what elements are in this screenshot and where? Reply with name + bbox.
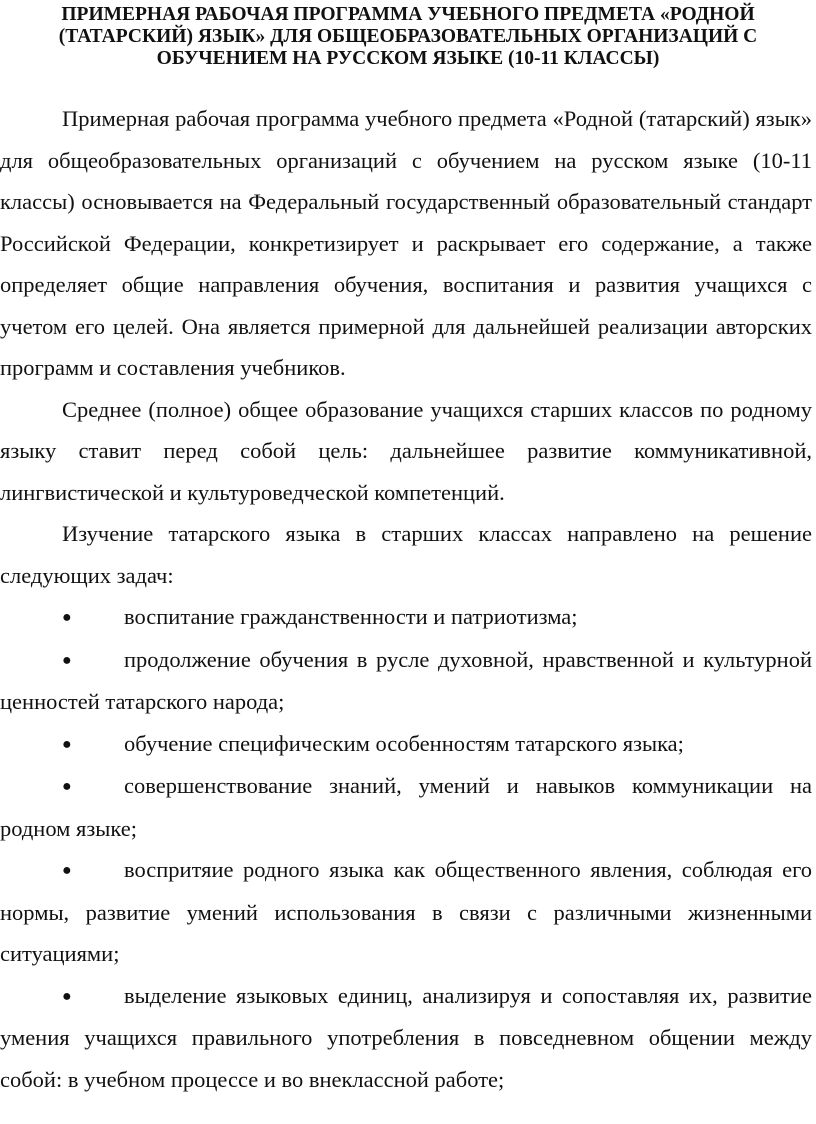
bullet-icon: ● [62, 651, 72, 669]
paragraph-intro: Примерная рабочая программа учебного предмета «Родной (татарский) язык» для общеобразовательных организаций с обучением на русском языке (10-11 классы) основывается на Федеральный государственный образовательный стандарт Российской Федерации, конкретизирует и раскрывает его содержание, а также определяет общие направления обучения, воспитания и развития учащихся с учетом его целей. Она является примерной для дальнейшей реализации авторских программ и составления учебников. [0, 106, 812, 380]
document-body [0, 98, 812, 1100]
paragraph-tasks-intro: Изучение татарского языка в старших классах направлено на решение следующих задач: [0, 521, 812, 588]
bullet-icon: ● [62, 609, 72, 626]
list-item [0, 639, 812, 723]
bullet-icon: ● [62, 862, 72, 879]
list-item-text: выделение языковых единиц, анализируя и сопоставляя их, развитие умения учащихся правильного употребления в повседневном общении между собой: в учебном процессе и во внеклассной работе; [0, 982, 812, 1092]
list-item [0, 975, 812, 1101]
list-item [0, 765, 812, 849]
list-item-text: продолжение обучения в русле духовной, нравственной и культурной ценностей татарского народа; [0, 646, 812, 714]
paragraph-goal: Среднее (полное) общее образование учащихся старших классов по родному языку ставит перед собой цель: дальнейшее развитие коммуникативной, лингвистической и культуроведческой компетенций. [0, 396, 812, 505]
list-item-text: воспритяие родного языка как общественного явления, соблюдая его нормы, развитие умений использования в связи с различными жизненными ситуациями; [0, 857, 812, 966]
bullet-icon: ● [62, 987, 72, 1005]
list-item-text: воспитание гражданственности и патриотизма; [124, 604, 578, 629]
bullet-icon: ● [62, 778, 72, 795]
list-item-text: обучение специфическим особенностям татарского языка; [124, 730, 684, 756]
list-item-text: совершенствование знаний, умений и навыков коммуникации на родном языке; [0, 773, 812, 841]
list-item [0, 596, 812, 639]
document-title: ПРИМЕРНАЯ РАБОЧАЯ ПРОГРАММА УЧЕБНОГО ПРЕДМЕТА «РОДНОЙ (ТАТАРСКИЙ) ЯЗЫК» ДЛЯ ОБЩЕОБРАЗОВАТЕЛЬНЫХ ОРГАНИЗАЦИЙ С ОБУЧЕНИЕМ НА РУССКОМ ЯЗЫКЕ (10-11 КЛАССЫ) [58, 4, 758, 69]
bullet-icon: ● [62, 735, 72, 753]
list-item [0, 723, 812, 766]
task-list [0, 596, 812, 1100]
list-item [0, 849, 812, 975]
